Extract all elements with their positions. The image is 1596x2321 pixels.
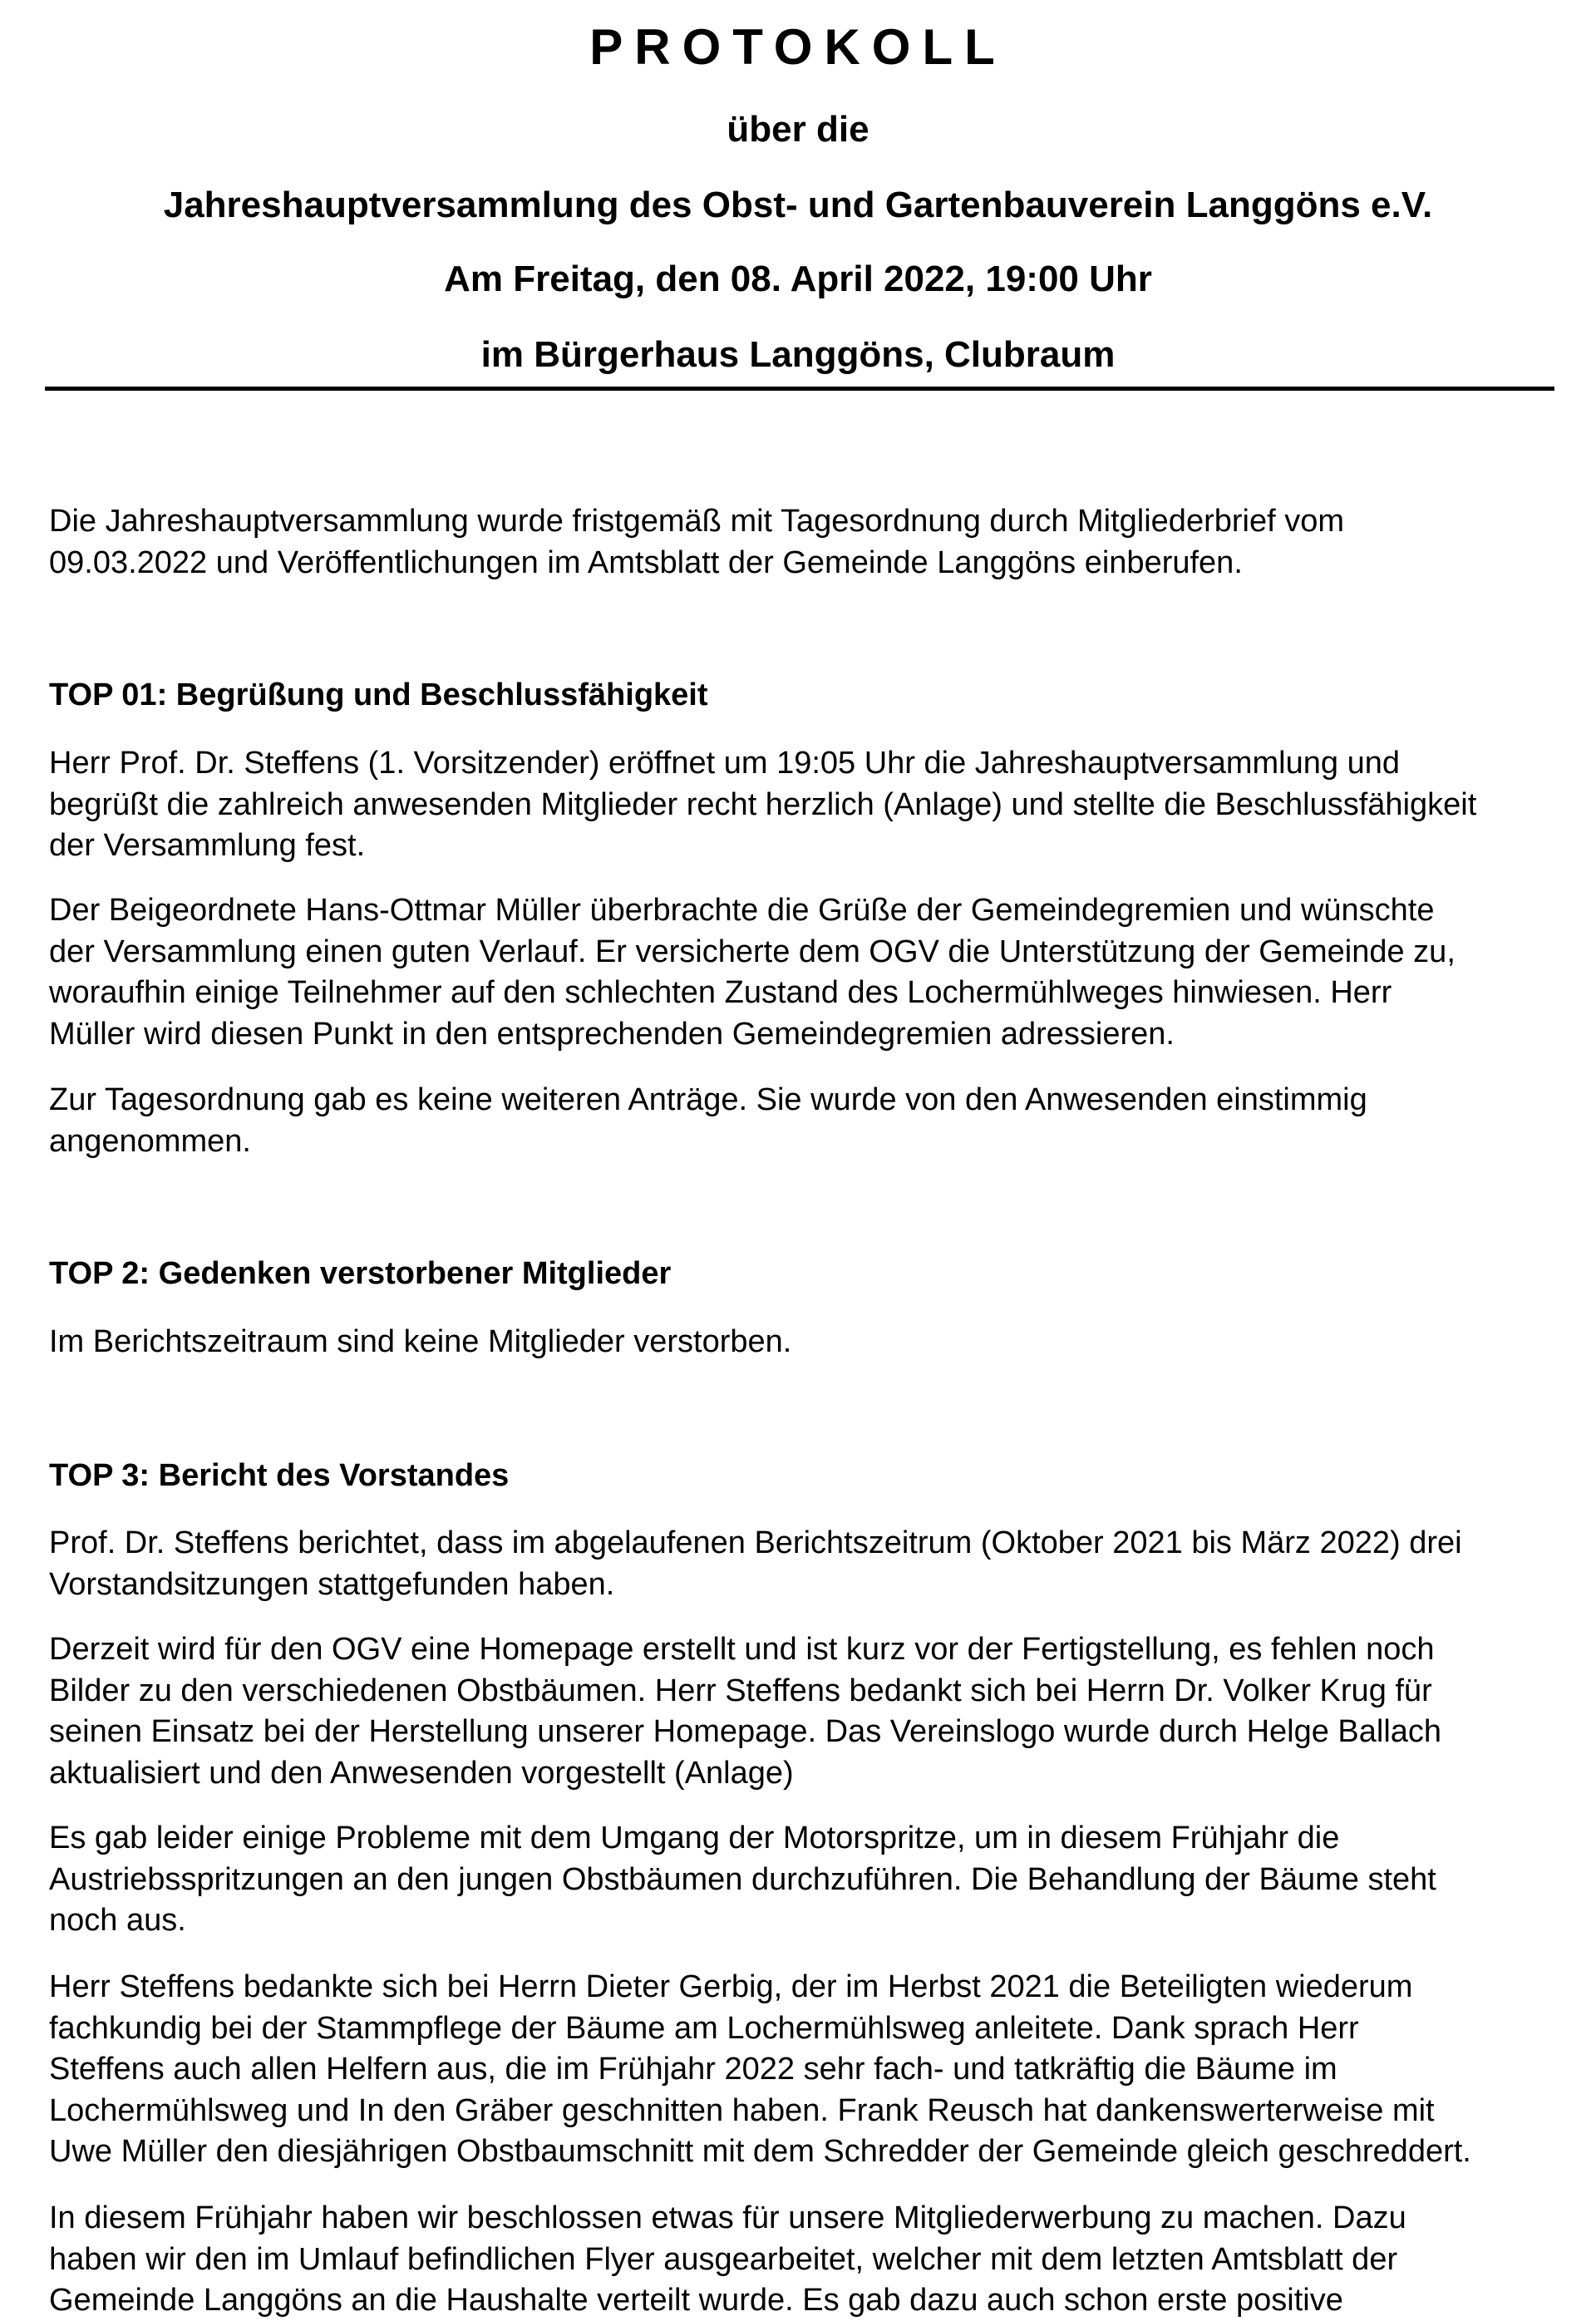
paragraph-line: Uwe Müller den diesjährigen Obstbaumschnitt mit dem Schredder der Gemeinde gleich geschreddert. <box>49 2134 1471 2169</box>
paragraph-line: fachkundig bei der Stammpflege der Bäume am Lochermühlsweg anleitete. Dank sprach Herr <box>49 2010 1359 2046</box>
paragraph-line: 09.03.2022 und Veröffentlichungen im Amtsblatt der Gemeinde Langgöns einberufen. <box>49 545 1243 580</box>
paragraph-line: der Versammlung einen guten Verlauf. Er versicherte dem OGV die Unterstützung der Gemeinde zu, <box>49 934 1456 969</box>
subtitle-date: Am Freitag, den 08. April 2022, 19:00 Uhr <box>444 259 1152 299</box>
paragraph-line: seinen Einsatz bei der Herstellung unserer Homepage. Das Vereinslogo wurde durch Helge Ballach <box>49 1714 1442 1749</box>
document-title: PROTOKOLL <box>589 19 1007 75</box>
section-heading: TOP 01: Begrüßung und Beschlussfähigkeit <box>49 678 708 712</box>
paragraph-line: Austriebsspritzungen an den jungen Obstbäumen durchzuführen. Die Behandlung der Bäume steht <box>49 1861 1436 1897</box>
paragraph-line: Es gab leider einige Probleme mit dem Umgang der Motorspritze, um in diesem Frühjahr die <box>49 1821 1340 1855</box>
paragraph-line: Vorstandsitzungen stattgefunden haben. <box>49 1566 615 1602</box>
paragraph-line: Herr Steffens bedankte sich bei Herrn Dieter Gerbig, der im Herbst 2021 die Beteiligten wiederum <box>49 1969 1413 2004</box>
paragraph-line: angenommen. <box>49 1123 251 1159</box>
paragraph-line: noch aus. <box>49 1903 186 1938</box>
paragraph-line: Steffens auch allen Helfern aus, die im Frühjahr 2022 sehr fach- und tatkräftig die Bäume im <box>49 2052 1337 2087</box>
paragraph-line: Bilder zu den verschiedenen Obstbäumen. Herr Steffens bedankt sich bei Herrn Dr. Volker Krug für <box>49 1673 1432 1708</box>
paragraph-line: aktualisiert und den Anwesenden vorgestellt (Anlage) <box>49 1755 794 1791</box>
paragraph-line: Gemeinde Langgöns an die Haushalte verteilt wurde. Es gab dazu auch schon erste positive <box>49 2283 1343 2318</box>
subtitle-ueber-die: über die <box>727 109 869 150</box>
paragraph-line: Müller wird diesen Punkt in den entsprechenden Gemeindegremien adressieren. <box>49 1016 1175 1052</box>
paragraph-line: Im Berichtszeitraum sind keine Mitglieder verstorben. <box>49 1324 792 1359</box>
section-heading: TOP 3: Bericht des Vorstandes <box>49 1458 510 1493</box>
subtitle-location: im Bürgerhaus Langgöns, Clubraum <box>480 334 1116 375</box>
paragraph-line: Herr Prof. Dr. Steffens (1. Vorsitzender) eröffnet um 19:05 Uhr die Jahreshauptversammlung und <box>49 746 1400 781</box>
paragraph-line: begrüßt die zahlreich anwesenden Mitglieder recht herzlich (Anlage) und stellte die Beschlussfähigkeit <box>49 786 1477 822</box>
paragraph-line: woraufhin einige Teilnehmer auf den schlechten Zustand des Lochermühlweges hinwiesen. Herr <box>49 975 1392 1010</box>
paragraph-line: Der Beigeordnete Hans-Ottmar Müller überbrachte die Grüße der Gemeindegremien und wünschte <box>49 893 1435 928</box>
paragraph-line: der Versammlung fest. <box>49 828 366 863</box>
section-heading: TOP 2: Gedenken verstorbener Mitglieder <box>49 1256 672 1291</box>
paragraph-line: Zur Tagesordnung gab es keine weiteren Anträge. Sie wurde von den Anwesenden einstimmig <box>49 1082 1367 1117</box>
paragraph-line: Lochermühlsweg und In den Gräber geschnitten haben. Frank Reusch hat dankenswerterweise mit <box>49 2092 1435 2128</box>
header-divider <box>45 387 1554 391</box>
paragraph-line: haben wir den im Umlauf befindlichen Flyer ausgearbeitet, welcher mit dem letzten Amtsblatt der <box>49 2241 1398 2277</box>
paragraph-line: Prof. Dr. Steffens berichtet, dass im abgelaufenen Berichtszeitrum (Oktober 2021 bis März 2022) drei <box>49 1525 1462 1560</box>
paragraph-line: Die Jahreshauptversammlung wurde fristgemäß mit Tagesordnung durch Mitgliederbrief vom <box>49 504 1344 539</box>
subtitle-meeting: Jahreshauptversammlung des Obst- und Gartenbauverein Langgöns e.V. <box>163 185 1433 225</box>
paragraph-line: In diesem Frühjahr haben wir beschlossen etwas für unsere Mitgliederwerbung zu machen. Dazu <box>49 2200 1406 2235</box>
paragraph-line: Derzeit wird für den OGV eine Homepage erstellt und ist kurz vor der Fertigstellung, es fehlen noch <box>49 1632 1435 1667</box>
